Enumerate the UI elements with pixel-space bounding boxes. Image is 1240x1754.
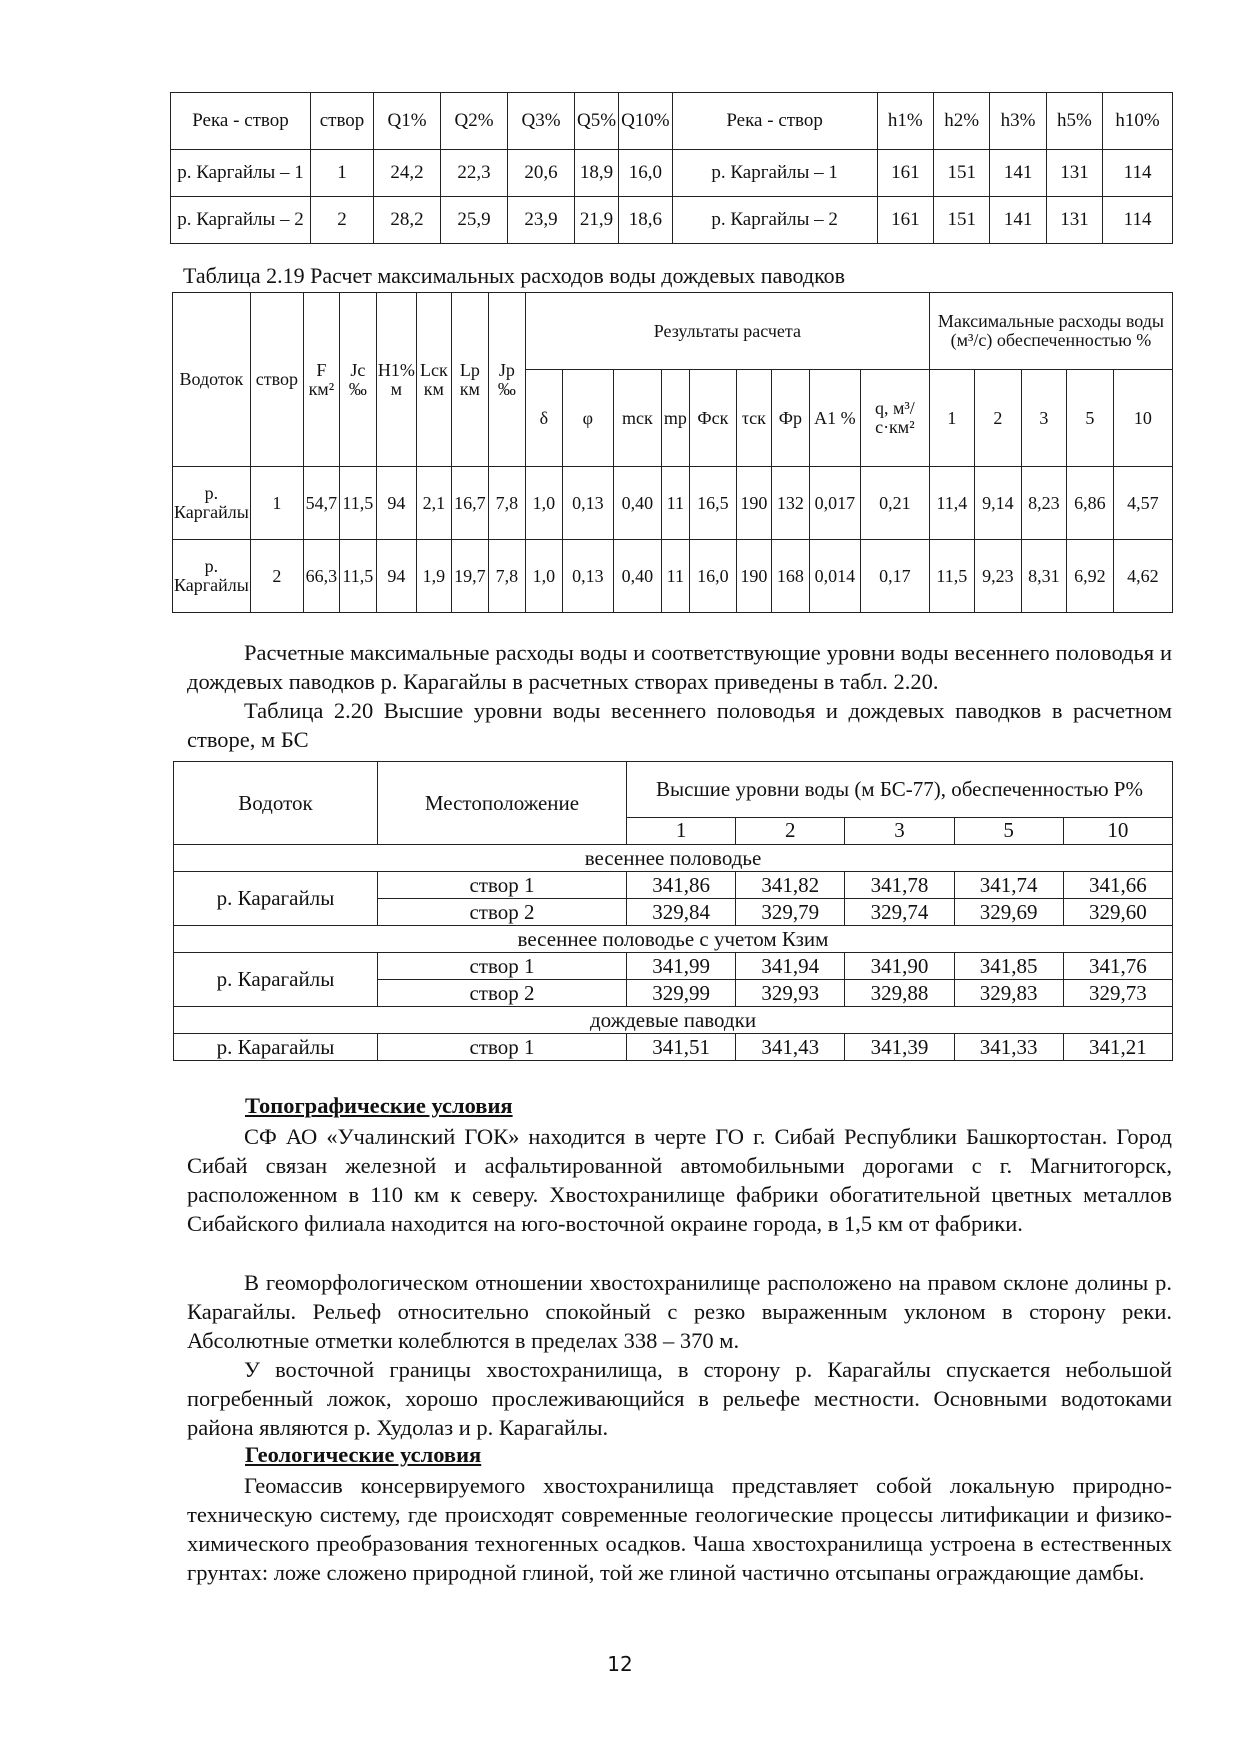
table-cell: 161 (877, 150, 933, 197)
table-header-cell: 1 (627, 817, 736, 844)
table-cell: 2 (311, 197, 374, 244)
table-cell: 2,1 (416, 467, 451, 540)
table-header-cell: Jc ‰ (339, 293, 376, 467)
water-levels-table (173, 761, 1173, 1061)
table-cell: 2 (250, 540, 303, 613)
table-cell: 132 (771, 467, 809, 540)
table-cell: 1 (311, 150, 374, 197)
table-caption: Таблица 2.20 Высшие уровни воды весеннего половодья и дождевых паводков в расчетном створе, м БС (187, 698, 1172, 752)
table-cell: 329,83 (954, 980, 1063, 1007)
rain-flood-calculation-table (172, 292, 1173, 613)
table-header-cell: Фск (689, 370, 736, 467)
table-row (171, 197, 1173, 244)
table-cell: 0,014 (809, 540, 860, 613)
table-cell: 141 (990, 150, 1046, 197)
table-header-cell: h10% (1103, 93, 1173, 150)
table-cell: 341,43 (736, 1034, 845, 1061)
table-cell: 0,13 (562, 540, 613, 613)
table-cell: 329,73 (1063, 980, 1172, 1007)
table-cell: 190 (736, 467, 771, 540)
table-cell: 4,57 (1113, 467, 1172, 540)
table-cell: 16,7 (451, 467, 488, 540)
table-cell: 11,5 (929, 540, 974, 613)
table-cell: 16,0 (689, 540, 736, 613)
paragraph: СФ АО «Учалинский ГОК» находится в черте ГО г. Сибай Республики Башкортостан. Город Сибай связан железной и асфальтированной автомобильными дорогами с г. Магнитогорск, расположенном в 110 км к северу. Хвостохранилище фабрики обогатительной цветных металлов Сибайского филиала находится на юго-восточной окраине города, в 1,5 км от фабрики. (187, 1124, 1172, 1236)
table-header-cell: 1 (929, 370, 974, 467)
table-header-cell: A1 % (809, 370, 860, 467)
table-cell: 9,14 (974, 467, 1021, 540)
table-cell: 341,66 (1063, 872, 1172, 899)
table-cell: 18,9 (575, 150, 619, 197)
table-cell: 341,39 (845, 1034, 954, 1061)
table-header-cell: mск (613, 370, 661, 467)
table-row (174, 872, 1173, 899)
table-cell: 341,51 (627, 1034, 736, 1061)
table-header-cell: h3% (990, 93, 1046, 150)
table-cell: 11 (661, 467, 689, 540)
table-header-cell: Максимальные расходы воды (м³/с) обеспеченностью % (929, 293, 1172, 370)
table-header-cell: створ (250, 293, 303, 467)
section-row (174, 845, 1173, 872)
table-header-cell: 2 (736, 817, 845, 844)
table-row (173, 540, 1173, 613)
table-header-cell: φ (562, 370, 613, 467)
table-cell: 24,2 (374, 150, 441, 197)
table-row (174, 1034, 1173, 1061)
table-cell: 0,17 (860, 540, 929, 613)
table-header-cell: створ (311, 93, 374, 150)
table-row (171, 150, 1173, 197)
table-cell: 54,7 (303, 467, 339, 540)
table-cell: 341,99 (627, 953, 736, 980)
table-row (173, 467, 1173, 540)
table-header-cell: h1% (877, 93, 933, 150)
table-cell: 329,60 (1063, 899, 1172, 926)
table-header-cell: 10 (1063, 817, 1172, 844)
table-cell: 1,0 (525, 540, 562, 613)
table-header-cell: 5 (954, 817, 1063, 844)
paragraph: У восточной границы хвостохранилища, в сторону р. Карагайлы спускается небольшой погребенный ложок, хорошо прослеживающийся в рельефе местности. Основными водотоками района являются р. Худолаз и р. Карагайлы. (187, 1357, 1172, 1440)
table-header-cell: 10 (1113, 370, 1172, 467)
table-header-row (174, 762, 1173, 818)
table-header-cell: F км² (303, 293, 339, 467)
table-cell: 7,8 (488, 540, 525, 613)
table-cell: створ 1 (378, 1034, 627, 1061)
table-header-cell: 3 (845, 817, 954, 844)
table-cell: 0,21 (860, 467, 929, 540)
table-header-cell: h2% (934, 93, 990, 150)
table-cell: 1,0 (525, 467, 562, 540)
table-cell: р. Карагайлы (174, 1034, 378, 1061)
table-cell: 0,40 (613, 540, 661, 613)
table-cell: 19,7 (451, 540, 488, 613)
table-cell: 1,9 (416, 540, 451, 613)
table-header-cell: 2 (974, 370, 1021, 467)
table-cell: 341,86 (627, 872, 736, 899)
table-cell: 341,76 (1063, 953, 1172, 980)
table-cell: 28,2 (374, 197, 441, 244)
table-cell: 114 (1103, 197, 1173, 244)
table-cell: р. Каргайлы (173, 467, 251, 540)
table-cell: 341,94 (736, 953, 845, 980)
table-cell: 11 (661, 540, 689, 613)
table-cell: 151 (934, 150, 990, 197)
section-heading: Топографические условия (245, 1093, 513, 1118)
table-cell: 23,9 (508, 197, 575, 244)
table-cell: 114 (1103, 150, 1173, 197)
section-heading: Геологические условия (245, 1442, 482, 1467)
table-header-cell: Результаты расчета (525, 293, 929, 370)
table-header-cell: Q5% (575, 93, 619, 150)
table-cell: 151 (934, 197, 990, 244)
table-cell: 329,99 (627, 980, 736, 1007)
table-cell: р. Каргайлы (173, 540, 251, 613)
paragraph: Расчетные максимальные расходы воды и соответствующие уровни воды весеннего половодья и дождевых паводков р. Карагайлы в расчетных створах приведены в табл. 2.20. (187, 640, 1172, 694)
table-cell: 11,5 (339, 540, 376, 613)
table-header-cell: Lp км (451, 293, 488, 467)
table-cell: р. Каргайлы – 1 (672, 150, 877, 197)
table-cell: 94 (376, 540, 416, 613)
table-cell: 141 (990, 197, 1046, 244)
table-cell: 8,31 (1021, 540, 1066, 613)
table-header-cell: Q3% (508, 93, 575, 150)
flow-levels-table (170, 92, 1173, 244)
table-cell: 20,6 (508, 150, 575, 197)
table-cell: 190 (736, 540, 771, 613)
table-row (174, 953, 1173, 980)
table-cell: 131 (1046, 197, 1102, 244)
table-header-cell: τск (736, 370, 771, 467)
table-cell: р. Каргайлы – 1 (171, 150, 311, 197)
table-cell: 0,13 (562, 467, 613, 540)
table-cell: 66,3 (303, 540, 339, 613)
table-cell: р. Каргайлы – 2 (171, 197, 311, 244)
paragraph: В геоморфологическом отношении хвостохранилище расположено на правом склоне долины р. Карагайлы. Рельеф относительно спокойный с резко выраженным уклоном в сторону реки. Абсолютные отметки колеблются в пределах 338 – 370 м. (187, 1270, 1172, 1353)
table-cell: 11,4 (929, 467, 974, 540)
table-cell: 16,5 (689, 467, 736, 540)
table-header-cell: Фр (771, 370, 809, 467)
table-header-row (173, 293, 1173, 370)
table-cell: 168 (771, 540, 809, 613)
table-header-row (171, 93, 1173, 150)
table-cell: 131 (1046, 150, 1102, 197)
table-cell: 7,8 (488, 467, 525, 540)
table-cell: 22,3 (441, 150, 508, 197)
table-cell: 341,90 (845, 953, 954, 980)
table-header-cell: q, м³/с·км² (860, 370, 929, 467)
table-cell: 341,74 (954, 872, 1063, 899)
table-header-cell: mр (661, 370, 689, 467)
table-cell: р. Каргайлы – 2 (672, 197, 877, 244)
table-cell: створ 2 (378, 980, 627, 1007)
table-header-cell: Высшие уровни воды (м БС-77), обеспеченностью P% (627, 762, 1173, 818)
table-cell: 341,85 (954, 953, 1063, 980)
table-cell: 25,9 (441, 197, 508, 244)
table-header-cell: h5% (1046, 93, 1102, 150)
table-header-cell: 3 (1021, 370, 1066, 467)
table-header-cell: Q1% (374, 93, 441, 150)
table-cell: 0,40 (613, 467, 661, 540)
section-row (174, 926, 1173, 953)
table-cell: 341,78 (845, 872, 954, 899)
section-title: весеннее половодье с учетом Кзим (174, 926, 1173, 953)
table-cell: 1 (250, 467, 303, 540)
table-cell: 9,23 (974, 540, 1021, 613)
table-cell: 8,23 (1021, 467, 1066, 540)
table-cell: 11,5 (339, 467, 376, 540)
table-cell: 341,33 (954, 1034, 1063, 1061)
page-number: 12 (607, 1652, 633, 1676)
table-header-cell: Река - створ (672, 93, 877, 150)
table-cell: 329,84 (627, 899, 736, 926)
table-cell: 4,62 (1113, 540, 1172, 613)
table-header-cell: Водоток (173, 293, 251, 467)
table-cell: 16,0 (619, 150, 673, 197)
table-cell: 329,93 (736, 980, 845, 1007)
table-header-cell: H1% м (376, 293, 416, 467)
table-cell: р. Карагайлы (174, 953, 378, 1007)
table-cell: 94 (376, 467, 416, 540)
paragraph: Геомассив консервируемого хвостохранилища представляет собой локальную природно-техническую систему, где происходят современные геологические процессы литификации и физико-химического преобразования техногенных осадков. Чаша хвостохранилища устроена в естественных грунтах: ложе сложено природной глиной, той же глиной частично отсыпаны ограждающие дамбы. (187, 1473, 1172, 1585)
table-cell: 341,21 (1063, 1034, 1172, 1061)
table-cell: 329,69 (954, 899, 1063, 926)
table-header-cell: Lск км (416, 293, 451, 467)
table-cell: 0,017 (809, 467, 860, 540)
section-title: дождевые паводки (174, 1007, 1173, 1034)
table-cell: 6,86 (1066, 467, 1113, 540)
table-cell: створ 1 (378, 872, 627, 899)
table-cell: 18,6 (619, 197, 673, 244)
table-cell: 341,82 (736, 872, 845, 899)
table-header-cell: Водоток (174, 762, 378, 845)
table-caption: Таблица 2.19 Расчет максимальных расходов воды дождевых паводков (183, 263, 846, 288)
table-cell: 329,74 (845, 899, 954, 926)
table-header-cell: Q10% (619, 93, 673, 150)
section-row (174, 1007, 1173, 1034)
table-header-cell: 5 (1066, 370, 1113, 467)
table-header-cell: Jр ‰ (488, 293, 525, 467)
table-cell: 21,9 (575, 197, 619, 244)
table-cell: створ 1 (378, 953, 627, 980)
section-title: весеннее половодье (174, 845, 1173, 872)
table-header-cell: δ (525, 370, 562, 467)
table-cell: 161 (877, 197, 933, 244)
table-cell: 329,79 (736, 899, 845, 926)
table-cell: р. Карагайлы (174, 872, 378, 926)
table-cell: 329,88 (845, 980, 954, 1007)
table-cell: 6,92 (1066, 540, 1113, 613)
table-cell: створ 2 (378, 899, 627, 926)
table-header-cell: Река - створ (171, 93, 311, 150)
table-header-cell: Местоположение (378, 762, 627, 845)
table-header-cell: Q2% (441, 93, 508, 150)
